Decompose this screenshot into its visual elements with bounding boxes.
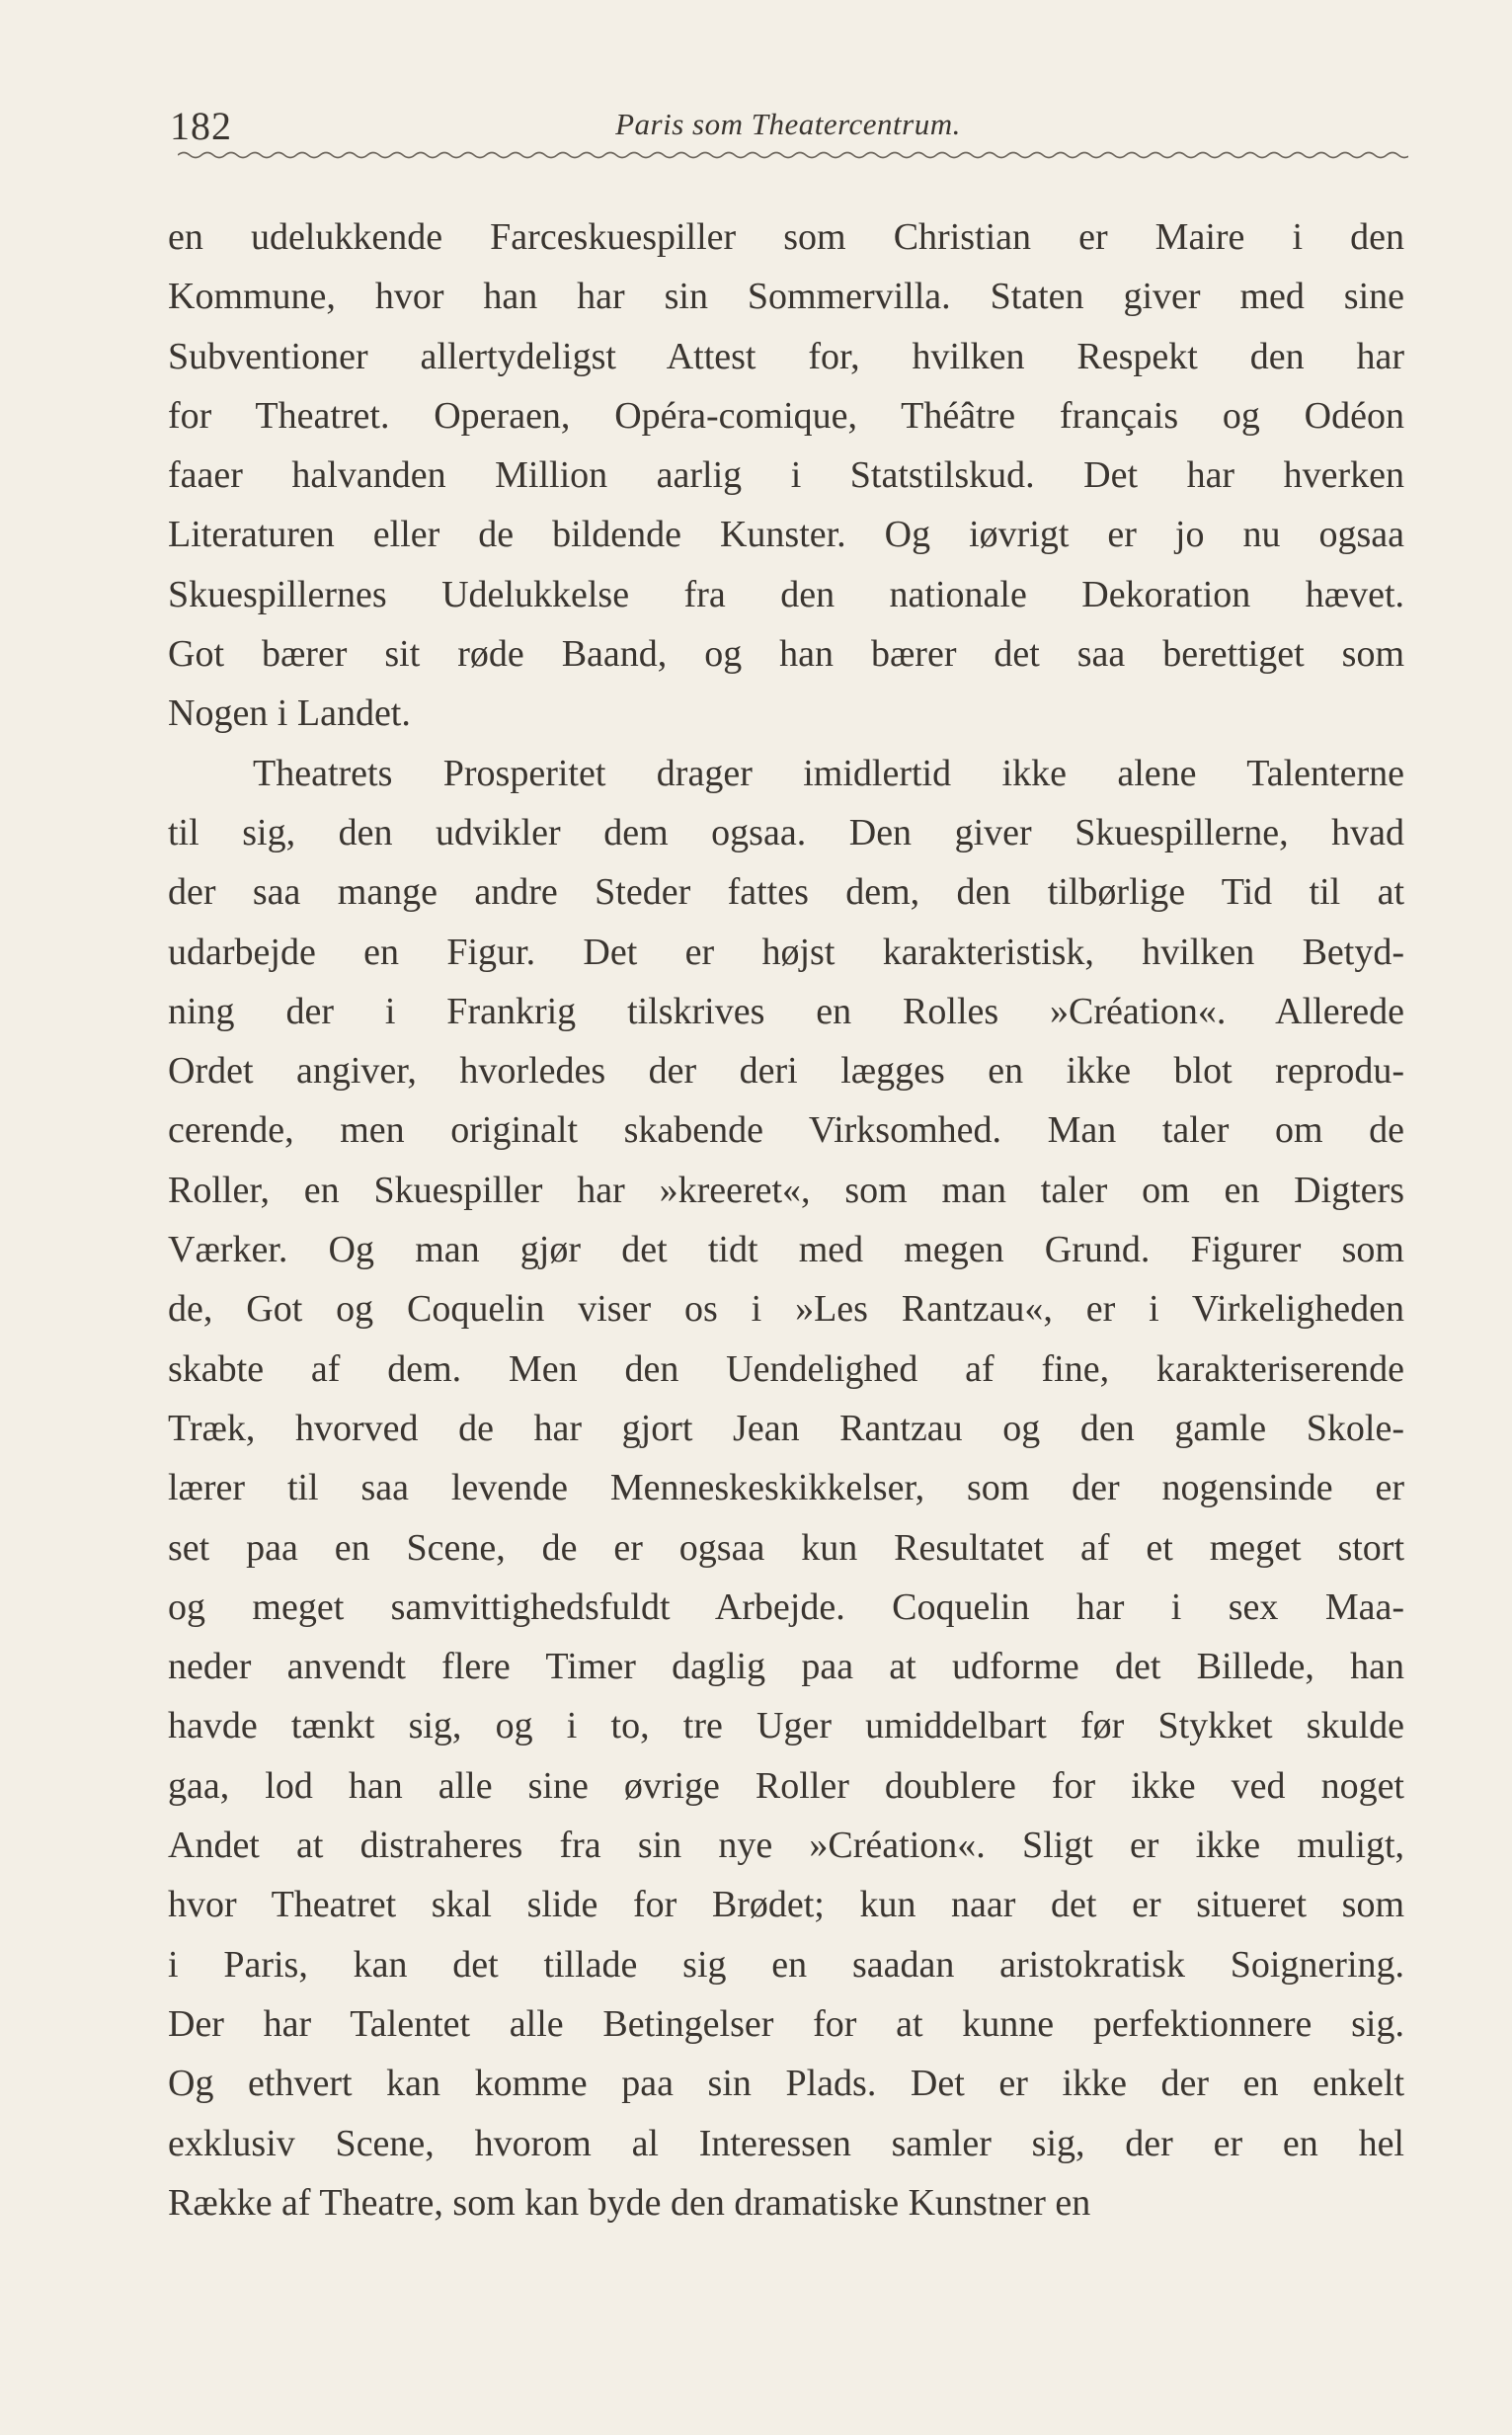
text-line: gaa, lod han alle sine øvrige Roller doublere for ikke ved noget	[168, 1764, 1404, 1807]
text-line: til sig, den udvikler dem ogsaa. Den giver Skuespillerne, hvad	[168, 811, 1404, 853]
text-line: exklusiv Scene, hvorom al Interessen samler sig, der er en hel	[168, 2122, 1404, 2164]
text-line: ning der i Frankrig tilskrives en Rolles »Création«. Allerede	[168, 990, 1404, 1032]
text-line: Kommune, hvor han har sin Sommervilla. Staten giver med sine	[168, 276, 1404, 318]
text-line: der saa mange andre Steder fattes dem, den tilbørlige Tid til at	[168, 871, 1404, 914]
text-line: Subventioner allertydeligst Attest for, hvilken Respekt den har	[168, 335, 1404, 377]
text-line: for Theatret. Operaen, Opéra-comique, Théâtre français og Odéon	[168, 394, 1404, 437]
text-line: faaer halvanden Million aarlig i Statstilskud. Det har hverken	[168, 454, 1404, 497]
text-line: Værker. Og man gjør det tidt med megen Grund. Figurer som	[168, 1229, 1404, 1271]
text-line: Række af Theatre, som kan byde den dramatiske Kunstner en	[168, 2181, 1091, 2224]
running-title: Paris som Theatercentrum.	[615, 107, 961, 141]
text-line: Nogen i Landet.	[168, 692, 411, 735]
text-line: Roller, en Skuespiller har »kreeret«, som man taler om en Digters	[168, 1169, 1404, 1211]
text-line: neder anvendt flere Timer daglig paa at udforme det Billede, han	[168, 1646, 1404, 1688]
text-line: lærer til saa levende Menneskeskikkelser, som der nogensinde er	[168, 1467, 1404, 1509]
text-line: Literaturen eller de bildende Kunster. Og iøvrigt er jo nu ogsaa	[168, 514, 1404, 556]
text-line: Ordet angiver, hvorledes der deri lægges en ikke blot reprodu-	[168, 1050, 1404, 1093]
body-text	[168, 207, 1404, 2232]
text-line: en udelukkende Farceskuespiller som Christian er Maire i den	[168, 216, 1404, 258]
text-line: skabte af dem. Men den Uendelighed af fine, karakteriserende	[168, 1347, 1404, 1390]
text-line: i Paris, kan det tillade sig en saadan aristokratisk Soignering.	[168, 1943, 1404, 1986]
text-line: de, Got og Coquelin viser os i »Les Rantzau«, er i Virkeligheden	[168, 1288, 1404, 1331]
text-line: udarbejde en Figur. Det er højst karakteristisk, hvilken Betyd-	[168, 931, 1404, 973]
text-line: Got bærer sit røde Baand, og han bærer det saa berettiget som	[168, 633, 1404, 676]
text-line: Andet at distraheres fra sin nye »Création«. Sligt er ikke muligt,	[168, 1825, 1404, 1867]
text-line: havde tænkt sig, og i to, tre Uger umiddelbart før Stykket skulde	[168, 1705, 1404, 1747]
text-line: cerende, men originalt skabende Virksomhed. Man taler om de	[168, 1109, 1404, 1152]
text-line: og meget samvittighedsfuldt Arbejde. Coquelin har i sex Maa-	[168, 1585, 1404, 1628]
text-line: Og ethvert kan komme paa sin Plads. Det er ikke der en enkelt	[168, 2063, 1404, 2105]
text-line: set paa en Scene, de er ogsaa kun Resultatet af et meget stort	[168, 1526, 1404, 1569]
text-line: Skuespillernes Udelukkelse fra den nationale Dekoration hævet.	[168, 573, 1404, 615]
text-line: Træk, hvorved de har gjort Jean Rantzau og den gamle Skole-	[168, 1407, 1404, 1449]
wavy-rule-ornament	[178, 146, 1408, 164]
page-number: 182	[170, 104, 232, 148]
text-line: hvor Theatret skal slide for Brødet; kun naar det er situeret som	[168, 1884, 1404, 1926]
text-line: Theatrets Prosperitet drager imidlertid ikke alene Talenterne	[253, 752, 1404, 794]
text-line: Der har Talentet alle Betingelser for at kunne perfektionnere sig.	[168, 2002, 1404, 2045]
